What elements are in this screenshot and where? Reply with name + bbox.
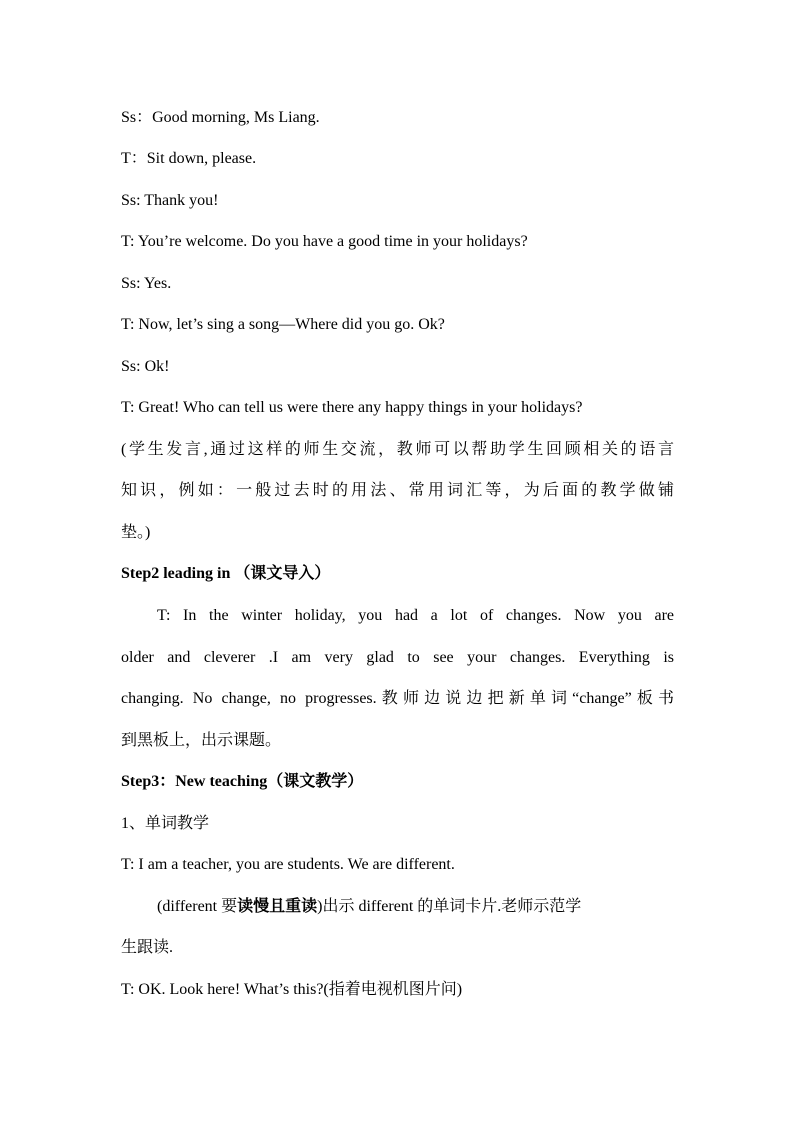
dialogue-line: T：Sit down, please. [121, 150, 257, 167]
dialogue-line: T: You’re welcome. Do you have a good time in your holidays? [121, 233, 528, 250]
subheading: 1、单词教学 [121, 815, 210, 832]
dialogue-line: Ss: Ok! [121, 358, 170, 375]
dialogue-line: T: I am a teacher, you are students. We are different. [121, 856, 455, 873]
paragraph-line [157, 897, 674, 917]
note-line: 知识，例如：一般过去时的用法、常用词汇等，为后面的教学做铺 [121, 482, 674, 499]
paragraph-line: 到黑板上，出示课题。 [121, 732, 282, 749]
emphasis-text: 读慢且重读 [237, 898, 318, 915]
dialogue-line: T: Now, let’s sing a song—Where did you go. Ok? [121, 316, 445, 333]
dialogue-line: T: Great! Who can tell us were there any happy things in your holidays? [121, 399, 583, 416]
dialogue-line: T: OK. Look here! What’s this?(指着电视机图片问) [121, 981, 463, 998]
paragraph-line: 生跟读. [121, 939, 174, 956]
text-run: )出示 different 的单词卡片.老师示范学 [317, 898, 582, 915]
dialogue-line: Ss: Thank you! [121, 192, 219, 209]
note-line: (学生发言,通过这样的师生交流，教师可以帮助学生回顾相关的语言 [121, 441, 674, 458]
paragraph-line: T: In the winter holiday, you had a lot of changes. Now you are [157, 607, 674, 624]
paragraph-line: older and cleverer .I am very glad to see your changes. Everything is [121, 649, 674, 666]
note-line: 垫。) [121, 524, 151, 541]
section-heading: Step3：New teaching（课文教学） [121, 773, 364, 790]
section-heading: Step2 leading in （课文导入） [121, 565, 331, 582]
paragraph-line: changing. No change, no progresses.教师边说边把新单词“change”板书 [121, 690, 674, 707]
text-run: (different 要 [157, 898, 238, 915]
dialogue-line: Ss：Good morning, Ms Liang. [121, 109, 320, 126]
dialogue-line: Ss: Yes. [121, 275, 172, 292]
